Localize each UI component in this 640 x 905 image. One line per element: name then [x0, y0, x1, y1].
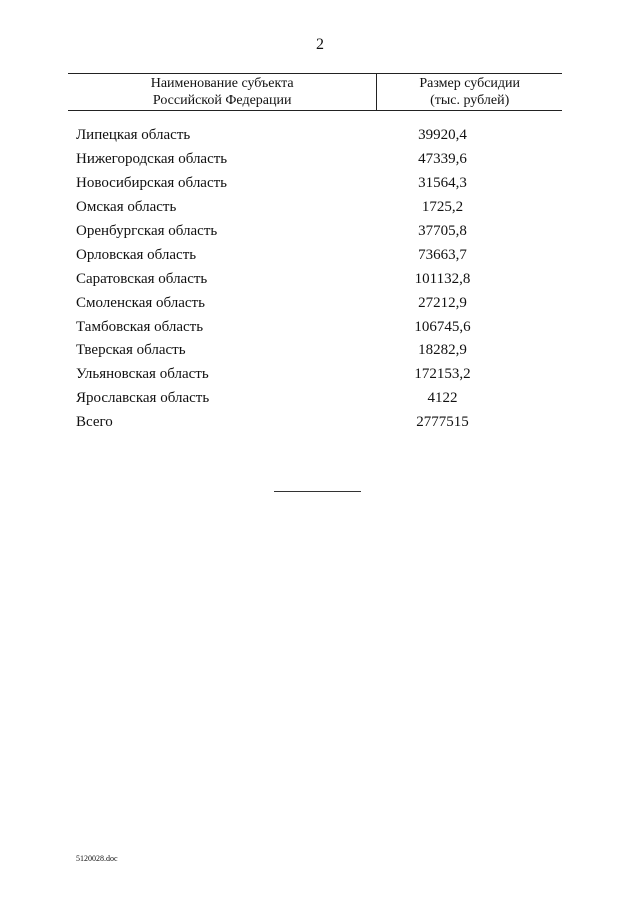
- row-value: 39920,4: [418, 127, 467, 144]
- row-value: 27212,9: [418, 294, 467, 311]
- row-value: 37705,8: [418, 223, 467, 239]
- table-row: [76, 196, 562, 220]
- table-row: [76, 243, 562, 267]
- header-region-line2: Российской Федерации: [152, 93, 292, 108]
- row-value: 47339,6: [418, 151, 467, 168]
- row-region: Ульяновская область: [76, 366, 209, 383]
- table-row: [76, 339, 562, 363]
- table-row-total: [76, 411, 562, 435]
- row-region: Липецкая область: [76, 127, 191, 144]
- row-region: Новосибирская область: [76, 175, 228, 192]
- table-row: [76, 315, 562, 339]
- row-region: Оренбургская область: [76, 223, 218, 239]
- page-number: 2: [316, 36, 324, 53]
- row-value: 18282,9: [418, 342, 467, 359]
- row-region: Нижегородская область: [76, 151, 228, 168]
- row-region: Смоленская область: [76, 294, 205, 311]
- end-divider: [274, 491, 361, 492]
- row-value: 106745,6: [414, 318, 471, 335]
- row-value: 73663,7: [418, 246, 467, 263]
- table-row: [76, 148, 562, 172]
- row-region: Орловская область: [76, 246, 197, 263]
- table-row: [76, 124, 562, 148]
- row-region: Тверская область: [76, 342, 186, 359]
- row-region: Саратовская область: [76, 270, 208, 287]
- row-value: 101132,8: [414, 270, 471, 287]
- row-value: 172153,2: [414, 366, 471, 383]
- table-body: [76, 124, 562, 435]
- row-value: 1725,2: [421, 199, 464, 216]
- table-row: [76, 387, 562, 411]
- table-row: [76, 267, 562, 291]
- header-region-name: [68, 74, 377, 110]
- row-value: 4122: [427, 390, 458, 407]
- header-amount-line2: (тыс. рублей): [430, 93, 510, 108]
- row-region: Ярославская область: [76, 390, 210, 407]
- table-row: [76, 363, 562, 387]
- header-region-line1: Наименование субъекта: [150, 76, 294, 91]
- header-amount-line1: Размер субсидии: [419, 76, 521, 91]
- table-row: [76, 220, 562, 244]
- document-code: 5120028.doc: [76, 854, 118, 863]
- table-header: [68, 73, 562, 111]
- header-subsidy-amount: [377, 74, 562, 110]
- row-value: 31564,3: [418, 175, 467, 192]
- table-row: [76, 172, 562, 196]
- row-region: Тамбовская область: [76, 318, 204, 335]
- row-region: Омская область: [76, 199, 177, 216]
- row-region: Всего: [76, 414, 113, 431]
- row-value: 2777515: [416, 414, 469, 431]
- table-row: [76, 291, 562, 315]
